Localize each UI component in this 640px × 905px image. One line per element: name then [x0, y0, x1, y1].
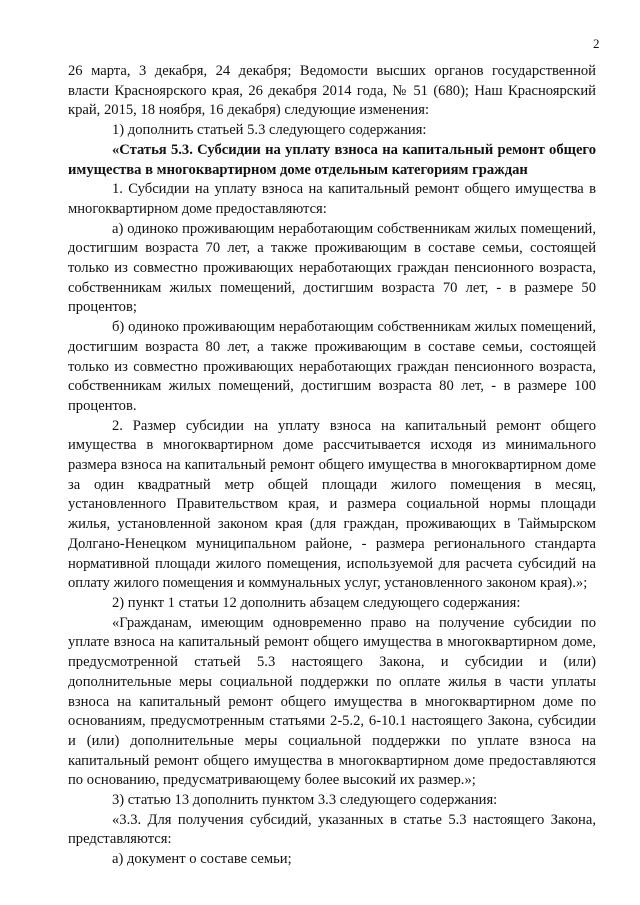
- paragraph-quoted-3-3: «3.3. Для получения субсидий, указанных в статье 5.3 настоящего Закона, представляются:: [68, 811, 596, 848]
- paragraph-continuation: 26 марта, 3 декабря, 24 декабря; Ведомости высших органов государственной власти Красноярского края, 26 декабря 2014 года, № 51 (680); Наш Красноярский край, 2015, 18 ноября, 16 декабря) следующие изменения:: [68, 63, 596, 119]
- paragraph-subclause-a: а) одиноко проживающим неработающим собственникам жилых помещений, достигшим возраста 70 лет, а также проживающим в составе семьи, состоящей только из совместно проживающих неработающих граждан пенсионного возраста, собственникам жилых помещений, достигшим возраста 70 лет, - в размере 50 процентов;: [68, 220, 596, 316]
- paragraph-clause-1: 1. Субсидии на уплату взноса на капитальный ремонт общего имущества в многоквартирном доме предоставляются:: [68, 181, 596, 217]
- paragraph-quoted-citizens: «Гражданам, имеющим одновременно право на получение субсидии по уплате взноса на капитальный ремонт общего имущества в многоквартирном доме, предусмотренной статьей 5.3 настоящего Закона, и субсидии и (или) дополнительные меры социальной поддержки по оплате жилья в части уплаты взноса на капитальный ремонт общего имущества в многоквартирном доме по основаниям, предусмотренным статьями 2-5.2, 6-10.1 настоящего Закона, субсидии и (или) дополнительные меры социальной поддержки по уплате взноса на капитальный ремонт общего имущества в многоквартирном доме предоставляются по основанию, предусматривающему более высокий их размер.»;: [68, 614, 596, 789]
- article-heading: «Статья 5.3. Субсидии на уплату взноса на капитальный ремонт общего имущества в многоквартирном доме отдельным категориям граждан: [68, 141, 596, 178]
- paragraph-item-2: 2) пункт 1 статьи 12 дополнить абзацем следующего содержания:: [112, 594, 521, 611]
- paragraph-subclause-a-document: а) документ о составе семьи;: [112, 851, 292, 868]
- paragraph-item-1: 1) дополнить статьей 5.3 следующего содержания:: [112, 122, 427, 139]
- paragraph-subclause-b: б) одиноко проживающим неработающим собственникам жилых помещений, достигшим возраста 80 лет, а также проживающим в составе семьи, состоящей только из совместно проживающих неработающих граждан пенсионного возраста, собственникам жилых помещений, достигшим возраста 80 лет, - в размере 100 процентов.: [68, 319, 596, 414]
- paragraph-item-3: 3) статью 13 дополнить пунктом 3.3 следующего содержания:: [112, 792, 498, 809]
- paragraph-clause-2: 2. Размер субсидии на уплату взноса на капитальный ремонт общего имущества в многоквартирном доме рассчитывается исходя из минимального размера взноса на капитальный ремонт общего имущества в многоквартирном доме за один квадратный метр общей площади жилого помещения в месяц, установленного Правительством края, и размера социальной нормы площади жилья, установленной законом края (для граждан, проживающих в Таймырском Долгано-Ненецком муниципальном районе, - размера регионального стандарта нормативной площади жилого помещения, используемой для расчета субсидий на оплату жилого помещения и коммунальных услуг, установленного законом края).»;: [68, 417, 596, 592]
- document-body: [68, 62, 596, 870]
- page-number: 2: [593, 36, 600, 51]
